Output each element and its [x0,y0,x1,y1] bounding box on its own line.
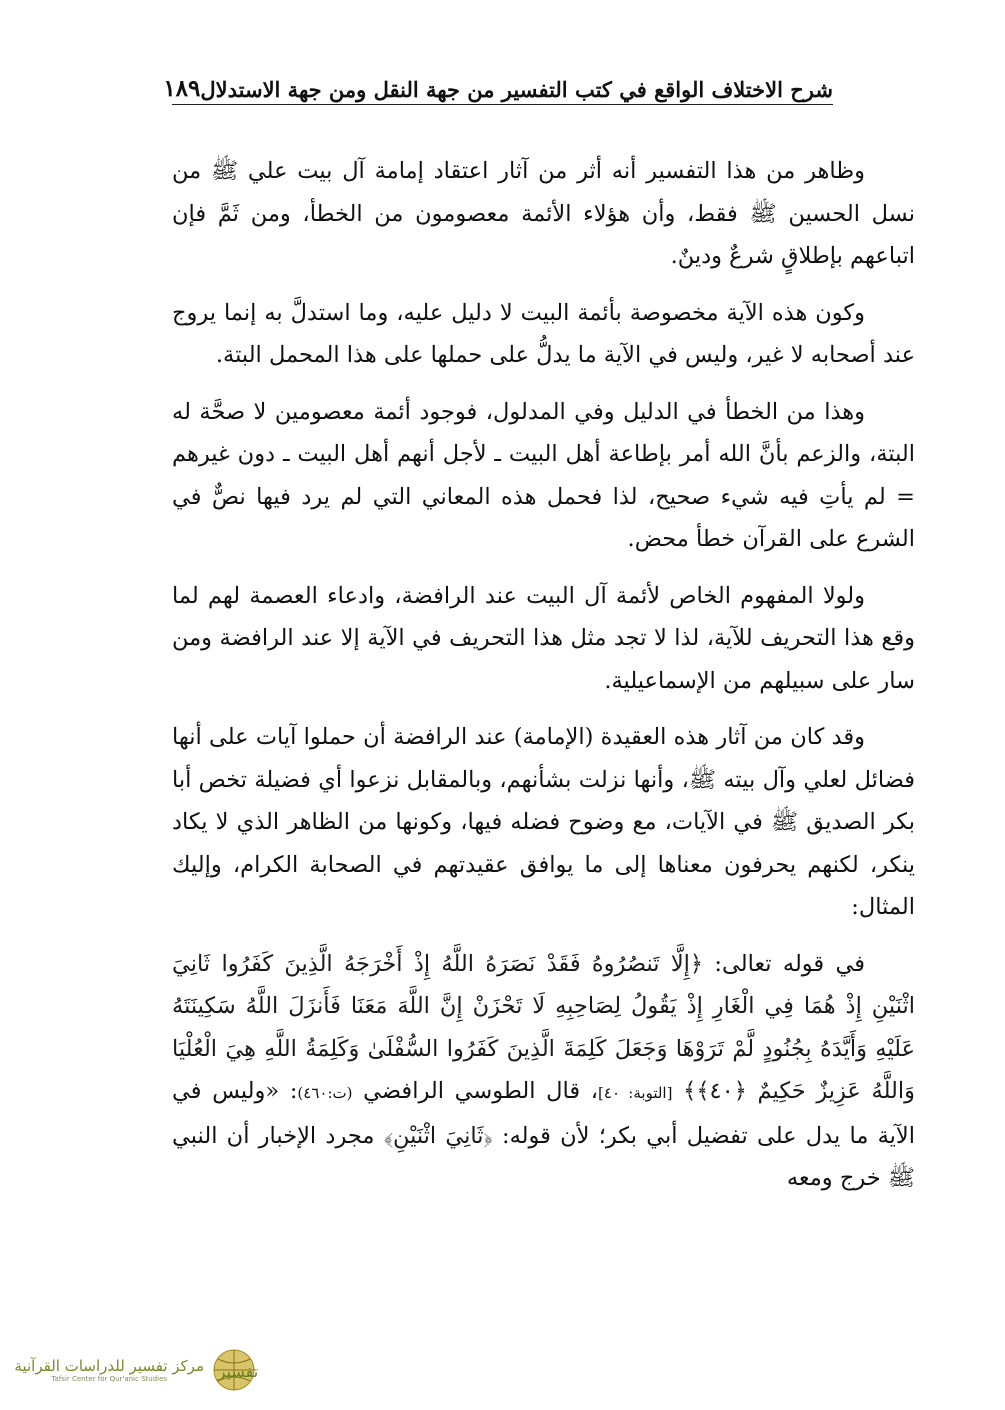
quoted-verse-phrase: ﴿ثَانِيَ اثْنَيْنِ﴾ [383,1122,493,1149]
paragraph: وهذا من الخطأ في الدليل وفي المدلول، فوجود أئمة معصومين لا صحَّة له البتة، والزعم بأنَّ الله أمر بإطاعة أهل البيت ـ لأجل أنهم أهل البيت ـ دون غيرهم = لم يأتِ فيه شيء صحيح، لذا فحمل هذه المعاني التي لم يرد فيها نصٌّ في الشرع على القرآن خطأ محض. [172,398,915,552]
death-date: (ت:٤٦٠) [297,1084,353,1102]
center-logo [6,1343,268,1397]
header-rule [172,104,833,105]
page-header [163,66,833,102]
page-number: ١٨٩ [163,75,201,102]
body-text [172,150,915,1214]
globe-logo-icon [204,1345,268,1395]
commentary-text: مجرد الإخبار أن النبي ﷺ خرج ومعه [172,1122,915,1191]
logo-text [14,1357,204,1383]
logo-english-name: Tafsir Center for Qur'anic Studies [51,1375,168,1383]
paragraph: وكون هذه الآية مخصوصة بأئمة البيت لا دليل عليه، وما استدلَّ به إنما يروج عند أصحابه لا غير، وليس في الآية ما يدلُّ على حملها على هذا المحمل البتة. [172,299,915,368]
paragraph-with-verse [172,943,915,1200]
commentary-text: : «وليس في الآية ما يدل على تفضيل أبي بكر؛ لأن قوله: [172,1078,916,1149]
quran-verse: ﴿إِلَّا تَنصُرُوهُ فَقَدْ نَصَرَهُ اللَّهُ إِذْ أَخْرَجَهُ الَّذِينَ كَفَرُوا ثَانِيَ اثْنَيْنِ إِذْ هُمَا فِي الْغَارِ إِذْ يَقُولُ لِصَاحِبِهِ لَا تَحْزَنْ إِنَّ اللَّهَ مَعَنَا فَأَنزَلَ اللَّهُ سَكِينَتَهُ عَلَيْهِ وَأَيَّدَهُ بِجُنُودٍ لَّمْ تَرَوْهَا وَجَعَلَ كَلِمَةَ الَّذِينَ كَفَرُوا السُّفْلَىٰ وَكَلِمَةُ اللَّهِ هِيَ الْعُلْيَا وَاللَّهُ عَزِيزٌ حَكِيمٌ ﴿٤٠﴾﴾ [172,950,916,1104]
logo-arabic-name: مركز تفسير للدراسات القرآنية [14,1357,204,1375]
paragraph: وظاهر من هذا التفسير أنه أثر من آثار اعتقاد إمامة آل بيت علي ﷺ من نسل الحسين ﷺ فقط، وأن هؤلاء الأئمة معصومون من الخطأ، ومن ثَمَّ فإن اتباعهم بإطلاقٍ شرعٌ ودينٌ. [172,158,915,269]
running-title: شرح الاختلاف الواقع في كتب التفسير من جهة النقل ومن جهة الاستدلال [200,77,833,102]
surah-reference: [التوبة: ٤٠] [598,1084,673,1102]
verse-intro: في قوله تعالى: [714,950,865,977]
paragraph: ولولا المفهوم الخاص لأئمة آل البيت عند الرافضة، وادعاء العصمة لهم لما وقع هذا التحريف للآية، لذا لا تجد مثل هذا التحريف في الآية إلا عند الرافضة ومن سار على سبيلهم من الإسماعيلية. [172,582,915,694]
paragraph: وقد كان من آثار هذه العقيدة (الإمامة) عند الرافضة أن حملوا آيات على أنها فضائل لعلي وآل بيته ﷺ، وأنها نزلت بشأنهم، وبالمقابل نزعوا أي فضيلة تخص أبا بكر الصديق ﷺ في الآيات، مع وضوح فضله فيها، وكونها من الظاهر الذي لا يكاد ينكر، لكنهم يحرفون معناها إلى ما يوافق عقيدتهم في الصحابة الكرام، وإليك المثال: [172,724,915,920]
logo-emblem-text: تفسير [217,1362,259,1381]
commentary-text: ، قال الطوسي الرافضي [363,1078,599,1104]
